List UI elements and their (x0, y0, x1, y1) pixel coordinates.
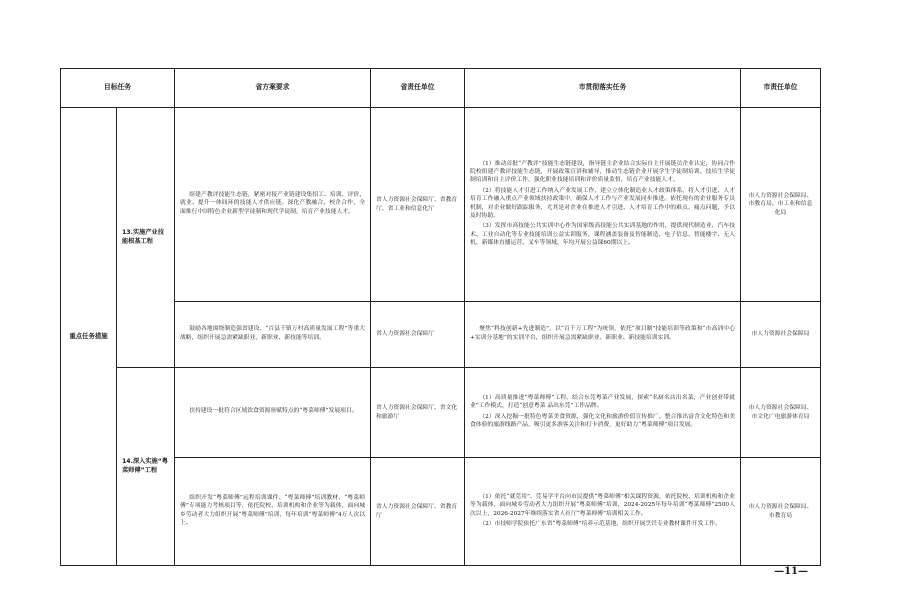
province-req-text: 组织开发“粤菜师傅”远程培训课件、“粤菜师傅”培训教材、“粤菜师傅”专项能力考核项目等，依托院校、培训机构和企业等为载体，面向城乡劳动者大力组织开展“粤菜师傅”培训，每年培训“粤菜师傅”4万人次以上。 (180, 494, 365, 526)
city-tasks-cell (465, 108, 741, 302)
page-number: —11— (774, 566, 808, 577)
city-unit-cell: 市人力资源社会保障局 (741, 302, 821, 368)
city-task-item: （1）依托“就莞用”、莞易学平台向市民提供“粤菜师傅”相关课程资源，依托院校、培训机构和企业等为载体，面向城乡劳动者大力组织开展“粤菜师傅”培训，2024-2025年每年培训“粤菜师傅”2500人次以上，2026-2027年继续落实省人社厅“粤菜师傅”培训相关工作。 (470, 493, 735, 517)
city-tasks-cell (465, 458, 741, 566)
task-table (60, 68, 821, 566)
city-task-item: （2）将技能人才引进工作纳入产业发展工作，建立立体化制造业人才政策体系，将人才引进、人才培育工作融入重点产业领域扶持政策中，确保人才工作与产业发展同步推进。依托现有的企业服务专员机制，对企业做好跟踪服务，尤其是对企业在推进人才引进、人才培育工作中的难点、痛点问题，予以及时协助。 (470, 187, 735, 219)
task-14-cell: 14.深入实施“粤菜师傅”工程 (117, 368, 175, 566)
province-req-cell (175, 302, 371, 368)
province-unit-cell: 省人力资源社会保障厅 (371, 302, 465, 368)
province-req-text: 鼓励各地围绕制造强省建设、“百县千镇万村高质量发展工程”等重大战略，组织开展急需紧缺职业、新职业、新技能等培训。 (180, 326, 365, 341)
header-goal: 目标任务 (61, 69, 175, 108)
table-row (61, 458, 821, 566)
province-req-text: 组建产教评技能生态链，紧密对接产业链建设集招工、培训、评价、就业、提升一体间环的技能人才供应链。深化产教融合、校企合作，全面推行中国特色企业新型学徒制和现代学徒制，培育产业技能人才。 (180, 191, 365, 215)
province-unit-cell: 省人力资源社会保障厅、省教育厅 (371, 458, 465, 566)
province-req-cell (175, 368, 371, 458)
city-task-item: （3）发挥市高技能公共实训中心作为国家级高技能公共实训基地的作用，提供现代制造业、汽车技术、工业自动化等专业技能培训公益实训服务，课程涵盖装备及智能制造、电子信息、智能楼宇、无人机、新媒体直播运营、叉车等领域，年均开展公益课60期以上。 (470, 223, 735, 247)
header-city-unit: 市责任单位 (741, 69, 821, 108)
city-unit-cell: 市人力资源社会保障局、市文化广电旅游体育局 (741, 368, 821, 458)
province-req-cell (175, 108, 371, 302)
province-unit-cell: 省人力资源社会保障厅、省教育厅、省工业和信息化厅 (371, 108, 465, 302)
province-req-text: 扶持建设一批符合区域饮食资源禀赋特点的“粤菜师傅”发展项目。 (189, 408, 358, 415)
city-unit-cell: 市人力资源社会保障局、市教育局 (741, 458, 821, 566)
header-city-tasks: 市贯彻落实任务 (465, 69, 741, 108)
city-task-item: （1）推动首批“产教评”技能生态链建设，指导链主企业结合实际自主开展链员企业认定，协同合作院校组建产教评技能生态链，开展政策宣讲和辅导，推动生态链企业开展学生学徒制培训、技培生学徒制培训和自主评价工作，强化职业技能培训和评价质量监督，培育产业技能人才。 (470, 160, 735, 184)
city-task-item: （2）市技师学院依托广东省“粤菜师傅”培养示范基地，组织开展烹饪专业教材课件开发工作。 (479, 520, 721, 527)
table-row (61, 108, 821, 302)
task-13-cell: 13.实施产业技能根基工程 (117, 108, 175, 368)
city-task-item: （2）深入挖掘一批特色粤菜美食资源，强化文化和旅游价值宣传推广，整合推出富含文化特色和美食体验的旅游线路产品，吸引更多游客关注和打卡消费，更好助力“粤菜师傅”项目发展。 (470, 413, 735, 428)
header-province-unit: 省责任单位 (371, 69, 465, 108)
city-unit-cell: 市人力资源社会保障局、市教育局、市工业和信息化局 (741, 108, 821, 302)
header-row (61, 69, 821, 108)
city-task-item: 聚焦“科技创新+先进制造”，以“百千万工程”为统领，依托“项目制”技能培训等政策和“市高训中心+实训分基地”的实训平台，组织开展急需紧缺职业、新职业、新技能培训实训。 (470, 326, 735, 341)
city-tasks-cell (465, 368, 741, 458)
province-unit-cell: 省人力资源社会保障厅、省文化和旅游厅 (371, 368, 465, 458)
table-row (61, 368, 821, 458)
city-tasks-cell (465, 302, 741, 368)
goal-category-cell: 重点任务措施 (61, 108, 117, 566)
header-province-req: 省方案要求 (175, 69, 371, 108)
city-task-item: （1）高质量推进“粤菜师傅”工程。结合东莞粤菜产业发展，探索“名厨名店出名菜，产业创业带就业”工作模式，打造“创意粤菜 品出东莞”工作品牌。 (470, 394, 735, 410)
province-req-cell (175, 458, 371, 566)
table-row (61, 302, 821, 368)
